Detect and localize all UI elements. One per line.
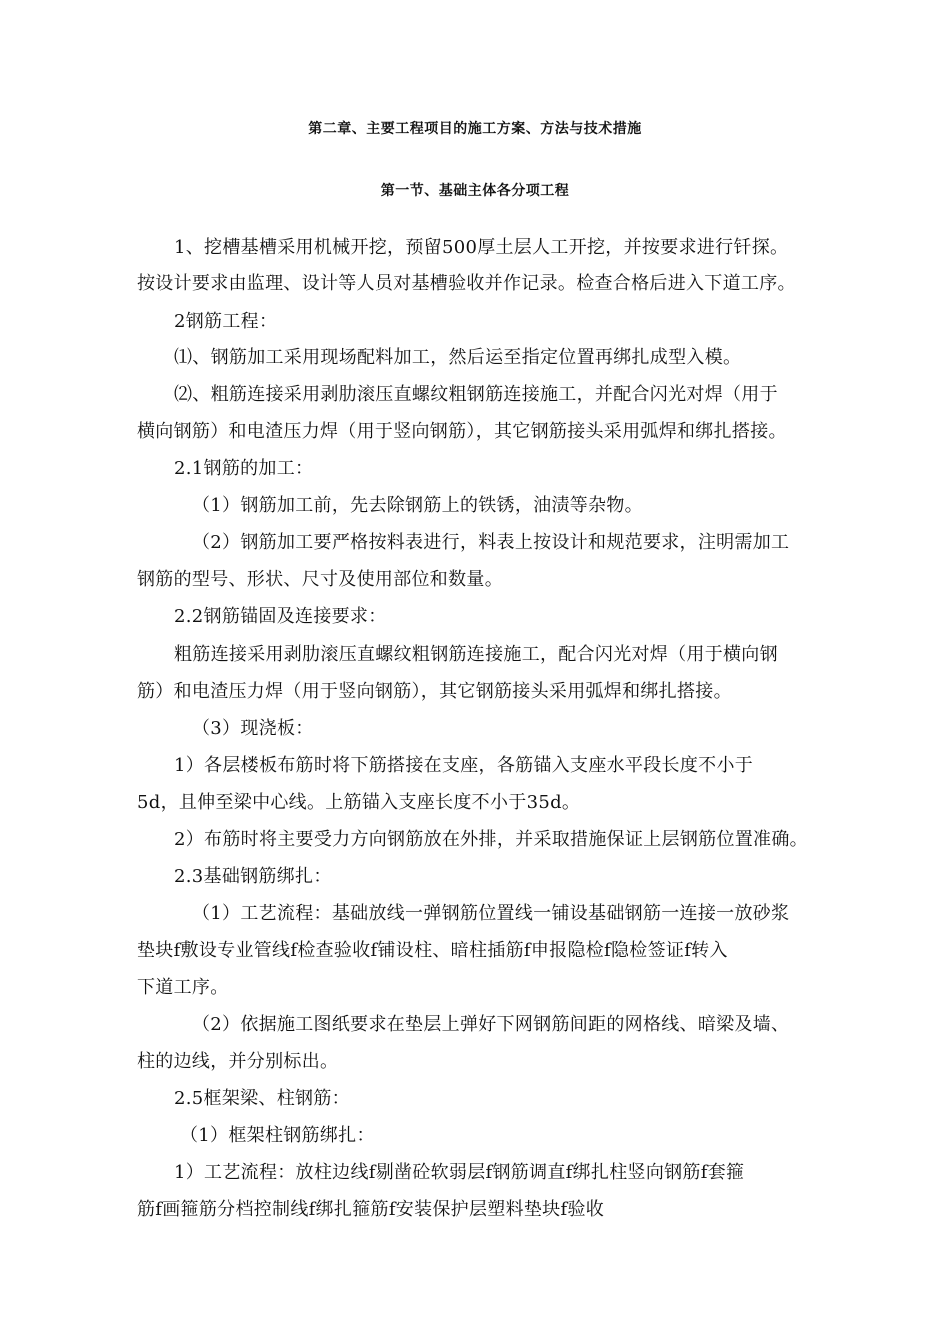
chapter-title: 第二章、主要工程项目的施工方案、方法与技术措施 [308,121,642,137]
text-line: （2）钢筋加工要严格按料表进行，料表上按设计和规范要求，注明需加工 [192,532,790,553]
text-line: （3）现浇板： [192,718,314,739]
text-line: 钢筋的型号、形状、尺寸及使用部位和数量。 [137,569,503,590]
text-line: （1）工艺流程：基础放线一弹钢筋位置线一铺设基础钢筋一连接一放砂浆 [192,903,790,924]
text-line: 垫块f敷设专业管线f检查验收f铺设柱、暗柱插筋f申报隐检f隐检签证f转入 [137,940,728,961]
text-line: 2.2钢筋锚固及连接要求： [174,606,387,627]
text-line: 筋）和电渣压力焊（用于竖向钢筋），其它钢筋接头采用弧焊和绑扎搭接。 [137,681,732,702]
text-line: （2）依据施工图纸要求在垫层上弹好下网钢筋间距的网格线、暗梁及墙、 [192,1014,790,1035]
text-line: （1）钢筋加工前，先去除钢筋上的铁锈，油渍等杂物。 [192,495,643,516]
text-line: 柱的边线，并分别标出。 [137,1051,339,1072]
text-line: 5d，且伸至梁中心线。上筋锚入支座长度不小于35d。 [137,792,581,813]
text-line: 2.5框架梁、柱钢筋： [174,1088,350,1109]
text-line: 粗筋连接采用剥肋滚压直螺纹粗钢筋连接施工，配合闪光对焊（用于横向钢 [174,644,778,665]
section-title: 第一节、基础主体各分项工程 [380,183,570,199]
text-line: 下道工序。 [137,977,229,998]
text-line: （1）框架柱钢筋绑扎： [180,1125,375,1146]
text-line: 1）工艺流程：放柱边线f剔凿砼软弱层f钢筋调直f绑扎柱竖向钢筋f套箍 [174,1162,745,1183]
text-line: 2.1钢筋的加工： [174,458,314,479]
text-line: ⑴、钢筋加工采用现场配料加工，然后运至指定位置再绑扎成型入模。 [174,347,742,368]
text-line: ⑵、粗筋连接采用剥肋滚压直螺纹粗钢筋连接施工，并配合闪光对焊（用于 [174,384,778,405]
text-line: 1、挖槽基槽采用机械开挖，预留500厚土层人工开挖，并按要求进行钎探。 [174,237,789,258]
text-line: 2）布筋时将主要受力方向钢筋放在外排，并采取措施保证上层钢筋位置准确。 [174,829,808,850]
text-line: 按设计要求由监理、设计等人员对基槽验收并作记录。检查合格后进入下道工序。 [137,273,796,294]
text-line: 2.3基础钢筋绑扎： [174,866,332,887]
text-line: 1）各层楼板布筋时将下筋搭接在支座，各筋锚入支座水平段长度不小于 [174,755,754,776]
text-line: 横向钢筋）和电渣压力焊（用于竖向钢筋），其它钢筋接头采用弧焊和绑扎搭接。 [137,421,787,442]
text-line: 筋f画箍筋分档控制线f绑扎箍筋f安装保护层塑料垫块f验收 [137,1199,605,1220]
text-line: 2钢筋工程： [174,311,278,332]
